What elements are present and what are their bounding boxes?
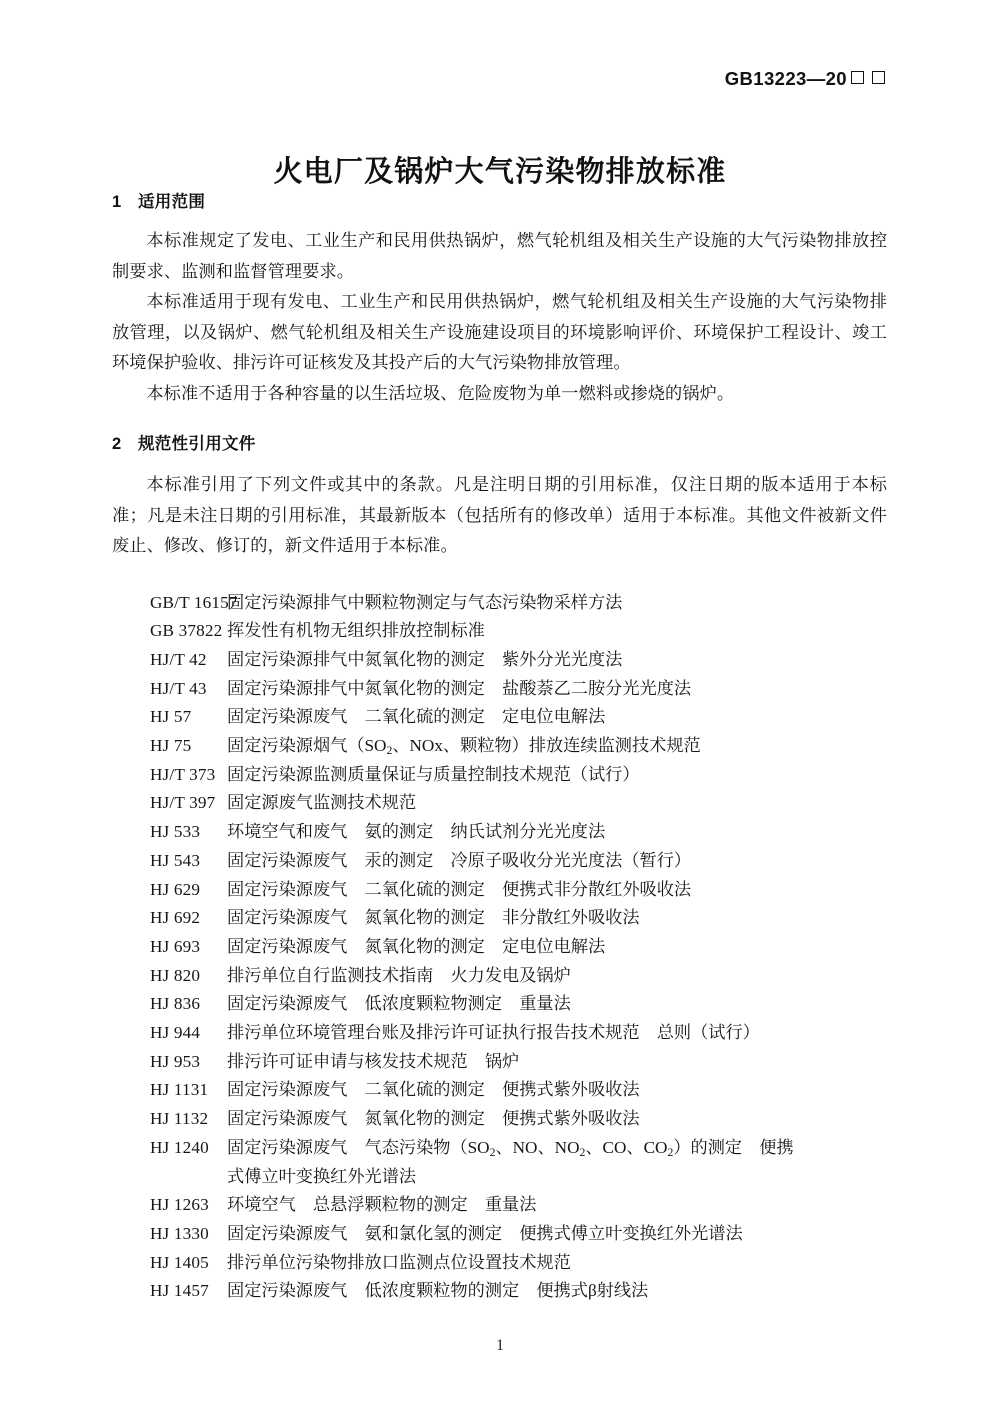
reference-title: 固定污染源废气 气态污染物（$SO_2$、NO、$NO_2$、CO、$CO_2$）的测定 便携 式傅立叶变换红外光谱法 xyxy=(227,1137,794,1186)
section-title-1: 适用范围 xyxy=(138,193,206,211)
reference-code: HJ 836 xyxy=(150,994,201,1014)
reference-title: 固定污染源排气中氮氧化物的测定 紫外分光光度法 xyxy=(227,649,623,669)
reference-row xyxy=(112,1105,887,1134)
reference-row xyxy=(112,904,887,933)
reference-code: HJ 693 xyxy=(150,936,201,956)
reference-code: HJ 953 xyxy=(150,1051,201,1071)
page-title: 火电厂及锅炉大气污染物排放标准 xyxy=(273,156,727,189)
page-number: 1 xyxy=(496,1337,504,1354)
reference-title: 固定污染源废气 氮氧化物的测定 便携式紫外吸收法 xyxy=(227,1109,640,1129)
reference-row xyxy=(112,847,887,876)
reference-title: 环境空气和废气 氨的测定 纳氏试剂分光光度法 xyxy=(227,822,606,842)
reference-title: 环境空气 总悬浮颗粒物的测定 重量法 xyxy=(227,1195,537,1215)
reference-row xyxy=(112,732,887,761)
scope-paragraph-3: 本标准不适用于各种容量的以生活垃圾、危险废物为单一燃料或掺烧的锅炉。 xyxy=(146,383,735,403)
reference-title: 固定源废气监测技术规范 xyxy=(227,793,417,813)
reference-code: HJ 944 xyxy=(150,1023,201,1043)
reference-title: 固定污染源废气 低浓度颗粒物测定 重量法 xyxy=(227,994,571,1014)
reference-title: 固定污染源监测质量保证与质量控制技术规范（试行） xyxy=(227,764,640,784)
scope-paragraph-2: 本标准适用于现有发电、工业生产和民用供热锅炉，燃气轮机组及相关生产设施的大气污染物排放管理，以及锅炉、燃气轮机组及相关生产设施建设项目的环境影响评价、环境保护工程设计、竣工环境保护验收、排污许可证核发及其投产后的大气污染物排放管理。 xyxy=(112,292,887,372)
reference-row xyxy=(112,933,887,962)
reference-row xyxy=(112,761,887,790)
reference-row xyxy=(112,1076,887,1105)
reference-row xyxy=(112,990,887,1019)
reference-code: HJ 1263 xyxy=(150,1195,209,1215)
reference-row xyxy=(112,675,887,704)
reference-code: HJ 1240 xyxy=(150,1137,209,1157)
reference-code: HJ 57 xyxy=(150,707,192,727)
reference-row xyxy=(112,789,887,818)
reference-code: HJ 75 xyxy=(150,736,192,756)
reference-row xyxy=(112,818,887,847)
reference-title: 固定污染源废气 氮氧化物的测定 定电位电解法 xyxy=(227,936,606,956)
document-content xyxy=(112,188,887,1306)
reference-code: HJ 1457 xyxy=(150,1281,209,1301)
reference-code: HJ/T 43 xyxy=(150,678,207,698)
year-blank-box-1 xyxy=(851,71,864,84)
reference-row xyxy=(112,1134,887,1191)
reference-code: HJ 1131 xyxy=(150,1080,209,1100)
section-number-2: 2 xyxy=(112,435,122,453)
reference-code: HJ/T 42 xyxy=(150,649,207,669)
reference-title: 固定污染源废气 二氧化硫的测定 定电位电解法 xyxy=(227,707,606,727)
reference-title: 排污单位环境管理台账及排污许可证执行报告技术规范 总则（试行） xyxy=(227,1023,760,1043)
reference-title: 固定污染源废气 低浓度颗粒物的测定 便携式β射线法 xyxy=(227,1281,649,1301)
reference-code: HJ 692 xyxy=(150,908,201,928)
reference-code: HJ 1405 xyxy=(150,1252,209,1272)
reference-title: 固定污染源废气 二氧化硫的测定 便携式非分散红外吸收法 xyxy=(227,879,692,899)
reference-row xyxy=(112,1220,887,1249)
reference-title: 排污单位自行监测技术指南 火力发电及锅炉 xyxy=(227,965,571,985)
reference-row xyxy=(112,703,887,732)
reference-code: HJ 1132 xyxy=(150,1109,209,1129)
reference-code: HJ/T 373 xyxy=(150,764,216,784)
reference-title: 挥发性有机物无组织排放控制标准 xyxy=(227,621,485,641)
reference-row xyxy=(112,1048,887,1077)
reference-code: GB/T 16157 xyxy=(150,592,238,612)
normative-reference-list xyxy=(112,589,887,1307)
section-title-2: 规范性引用文件 xyxy=(138,435,256,453)
reference-row xyxy=(112,617,887,646)
section-heading-normative-references xyxy=(112,430,887,454)
reference-row xyxy=(112,1277,887,1306)
section-heading-scope xyxy=(112,188,887,212)
reference-code: HJ/T 397 xyxy=(150,793,216,813)
scope-paragraph-1: 本标准规定了发电、工业生产和民用供热锅炉，燃气轮机组及相关生产设施的大气污染物排放控制要求、监测和监督管理要求。 xyxy=(112,231,887,281)
reference-title: 固定污染源排气中颗粒物测定与气态污染物采样方法 xyxy=(227,592,623,612)
reference-row xyxy=(112,589,887,618)
reference-row xyxy=(112,962,887,991)
section-number-1: 1 xyxy=(112,193,122,211)
reference-row xyxy=(112,1019,887,1048)
year-blank-box-2 xyxy=(872,71,885,84)
reference-title: 固定污染源废气 二氧化硫的测定 便携式紫外吸收法 xyxy=(227,1080,640,1100)
reference-code: HJ 1330 xyxy=(150,1223,209,1243)
reference-code: HJ 543 xyxy=(150,850,201,870)
reference-title: 排污许可证申请与核发技术规范 锅炉 xyxy=(227,1051,520,1071)
reference-title: 固定污染源排气中氮氧化物的测定 盐酸萘乙二胺分光光度法 xyxy=(227,678,692,698)
reference-code: HJ 533 xyxy=(150,822,201,842)
reference-title: 排污单位污染物排放口监测点位设置技术规范 xyxy=(227,1252,571,1272)
reference-title: 固定污染源废气 氨和氯化氢的测定 便携式傅立叶变换红外光谱法 xyxy=(227,1223,743,1243)
reference-row xyxy=(112,876,887,905)
reference-code: GB 37822 xyxy=(150,621,223,641)
reference-code: HJ 820 xyxy=(150,965,201,985)
standard-code-text: GB13223—20 xyxy=(724,68,847,89)
reference-code: HJ 629 xyxy=(150,879,201,899)
reference-title: 固定污染源废气 氮氧化物的测定 非分散红外吸收法 xyxy=(227,908,640,928)
reference-title: 固定污染源废气 汞的测定 冷原子吸收分光光度法（暂行） xyxy=(227,850,692,870)
document-header-standard-code xyxy=(725,68,885,90)
normative-references-intro: 本标准引用了下列文件或其中的条款。凡是注明日期的引用标准，仅注日期的版本适用于本标准；凡是未注日期的引用标准，其最新版本（包括所有的修改单）适用于本标准。其他文件被新文件废止、修改、修订的，新文件适用于本标准。 xyxy=(112,475,887,555)
reference-row xyxy=(112,646,887,675)
reference-row xyxy=(112,1249,887,1278)
reference-title: 固定污染源烟气（$SO_2$、NOx、颗粒物）排放连续监测技术规范 xyxy=(227,736,701,757)
reference-row xyxy=(112,1191,887,1220)
